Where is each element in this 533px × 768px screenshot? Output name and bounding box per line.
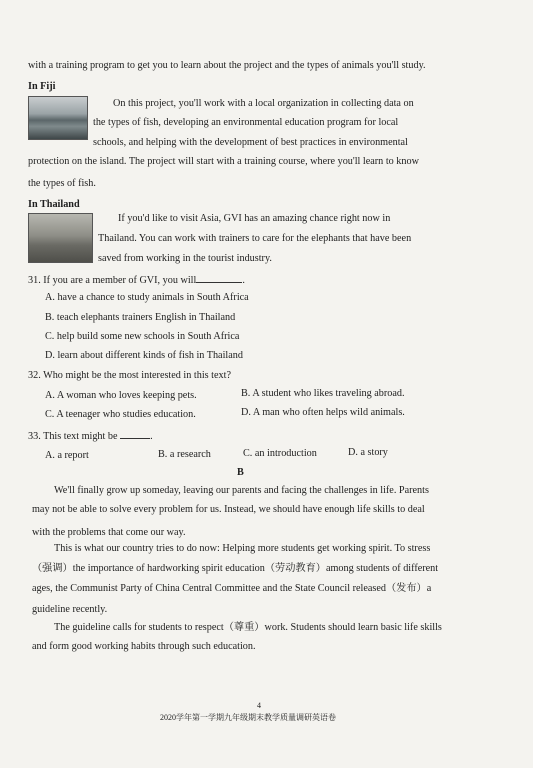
answer-blank: [196, 273, 242, 283]
section-b-label: B: [237, 467, 244, 478]
passage-b-line-9: and form good working habits through such education.: [32, 641, 256, 652]
q32-stem: 32. Who might be the most interested in this text?: [28, 370, 231, 381]
fiji-line-2: the types of fish, developing an environmental education program for local: [93, 117, 399, 128]
q32-option-d: D. A man who often helps wild animals.: [241, 407, 405, 418]
thailand-line-1: If you'd like to visit Asia, GVI has an amazing chance right now in: [118, 213, 391, 224]
passage-b-line-3: with the problems that come our way.: [32, 527, 186, 538]
fiji-line-4: protection on the island. The project will start with a training course, where you'll learn to know: [28, 156, 419, 167]
q33-option-c: C. an introduction: [243, 448, 317, 459]
fiji-line-1: On this project, you'll work with a local organization in collecting data on: [113, 98, 414, 109]
passage-b-line-8: The guideline calls for students to respect（尊重）work. Students should learn basic life skills: [54, 622, 442, 633]
passage-b-line-5: （强调）the importance of hardworking spirit education（劳动教育）among students of different: [32, 563, 439, 574]
q32-option-a: A. A woman who loves keeping pets.: [45, 390, 197, 401]
answer-blank: [120, 429, 150, 439]
q32-option-b: B. A student who likes traveling abroad.: [241, 388, 405, 399]
fiji-photo: [28, 96, 88, 140]
thailand-elephant-photo: [28, 213, 93, 263]
q31-option-d: D. learn about different kinds of fish in Thailand: [45, 350, 243, 361]
fiji-line-5: the types of fish.: [28, 178, 96, 189]
q33-option-b: B. a research: [158, 449, 211, 460]
thailand-line-2: Thailand. You can work with trainers to care for the elephants that have been: [98, 233, 412, 244]
q31-stem-text: 31. If you are a member of GVI, you will: [28, 275, 197, 286]
passage-b-line-7: guideline recently.: [32, 604, 108, 615]
passage-b-line-1: We'll finally grow up someday, leaving our parents and facing the challenges in life. Parents: [54, 485, 429, 496]
intro-line: with a training program to get you to learn about the project and the types of animals you'll study.: [28, 60, 426, 71]
exam-title-footer: 2020学年第一学期九年级期末教学质量调研英语卷: [160, 713, 336, 722]
q31-option-b: B. teach elephants trainers English in Thailand: [45, 312, 236, 323]
q32-option-c: C. A teenager who studies education.: [45, 409, 196, 420]
q31-option-c: C. help build some new schools in South Africa: [45, 331, 240, 342]
fiji-line-3: schools, and helping with the development of best practices in environmental: [93, 137, 408, 148]
q31-stem: 31. If you are a member of GVI, you will .: [28, 275, 245, 286]
fiji-heading: In Fiji: [28, 81, 56, 92]
q31-option-a: A. have a chance to study animals in South Africa: [45, 292, 249, 303]
passage-b-line-2: may not be able to solve every problem for us. Instead, we should have enough life skills to deal: [32, 504, 425, 515]
q33-stem: 33. This text might be .: [28, 431, 153, 442]
passage-b-line-4: This is what our country tries to do now: Helping more students get working spirit. To stress: [54, 543, 431, 554]
thailand-heading: In Thailand: [28, 199, 80, 210]
q33-option-d: D. a story: [348, 447, 388, 458]
q33-option-a: A. a report: [45, 450, 89, 461]
passage-b-line-6: ages, the Communist Party of China Central Committee and the State Council released（发布）a: [32, 583, 432, 594]
page-number: 4: [257, 701, 261, 710]
thailand-line-3: saved from working in the tourist industry.: [98, 253, 272, 264]
q33-stem-text: 33. This text might be: [28, 431, 118, 442]
